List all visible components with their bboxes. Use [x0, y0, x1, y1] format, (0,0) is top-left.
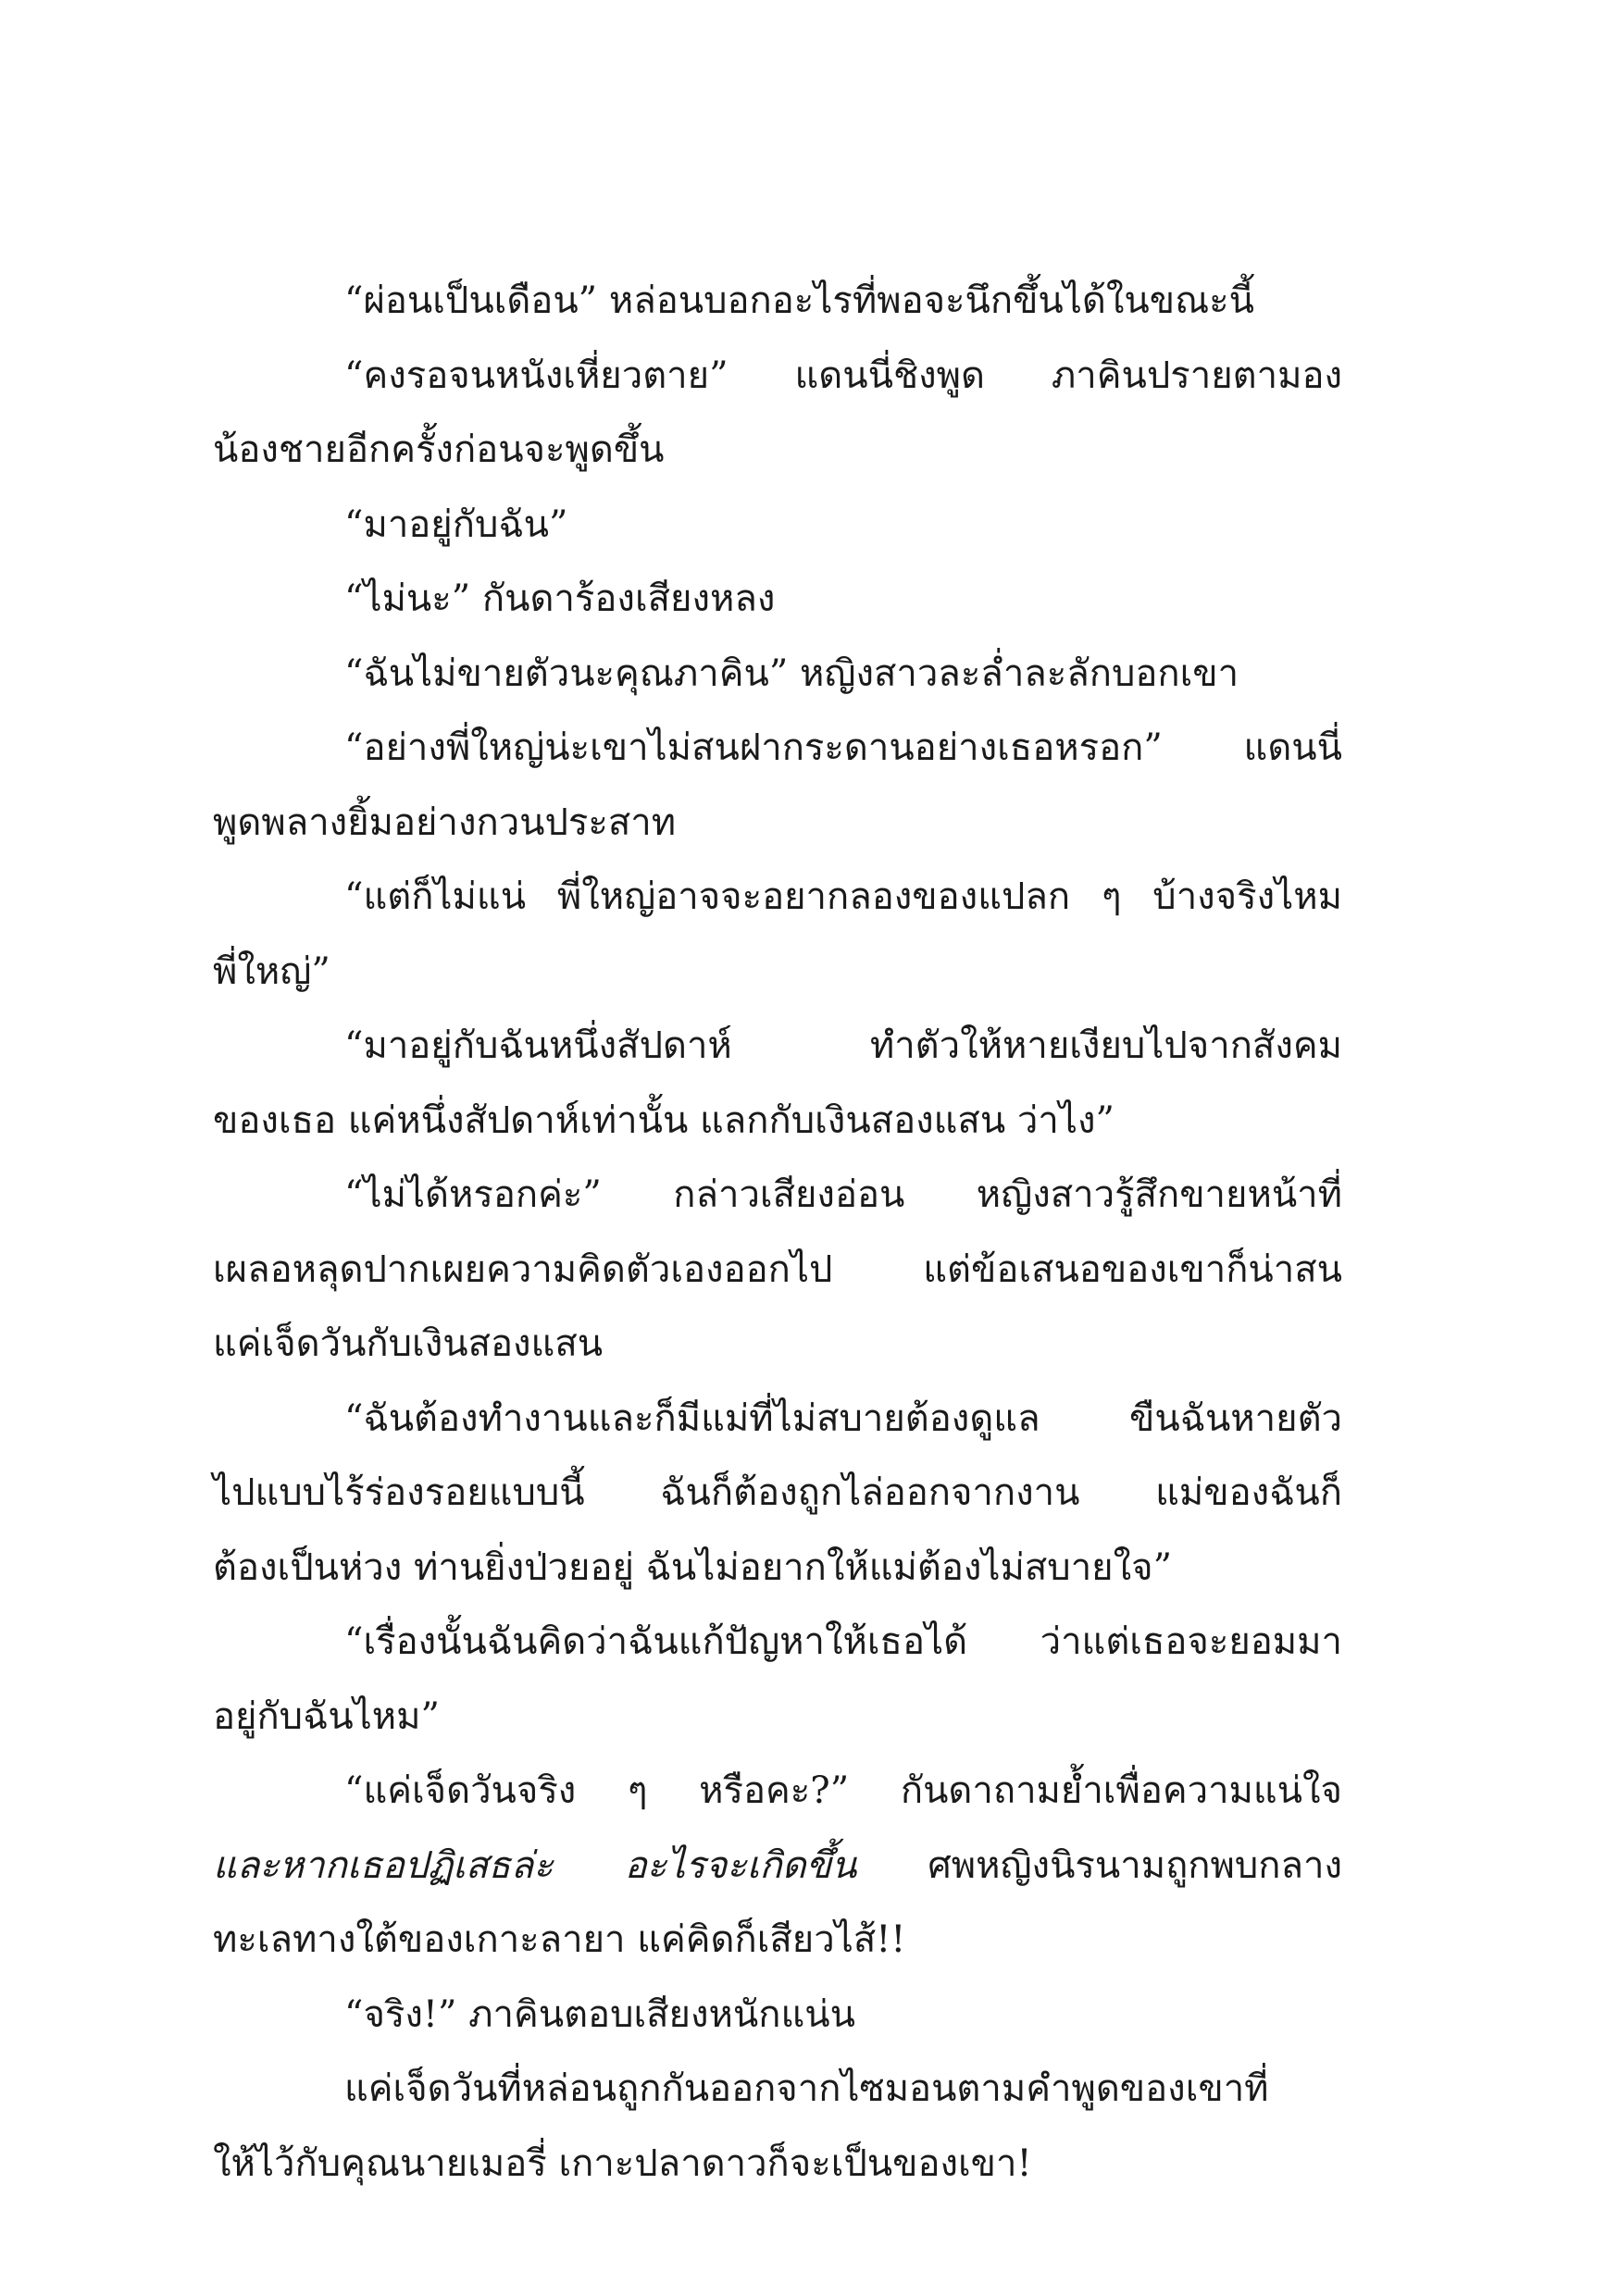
paragraph [213, 1009, 1342, 1158]
paragraph [213, 562, 1342, 637]
text-line: เผลอหลุดปากเผยความคิดตัวเองออกไป แต่ข้อเสนอของเขาก็น่าสน [213, 1247, 1342, 1291]
paragraph [213, 264, 1342, 339]
text-line: “มาอยู่กับฉันหนึ่งสัปดาห์ ทำตัวให้หายเงียบไปจากสังคม [344, 1024, 1342, 1067]
text-line: “แต่ก็ไม่แน่ พี่ใหญ่อาจจะอยากลองของแปลก ๆ บ้างจริงไหม [344, 875, 1342, 918]
text-line: “ฉันไม่ขายตัวนะคุณภาคิน” หญิงสาวละล่ำละลักบอกเขา [344, 652, 1239, 695]
text-line: ให้ไว้กับคุณนายเมอรี่ เกาะปลาดาวก็จะเป็นของเขา! [213, 2141, 1032, 2185]
paragraph [213, 488, 1342, 563]
text-line: “อย่างพี่ใหญ่น่ะเขาไม่สนฝากระดานอย่างเธอหรอก” แดนนี่ [344, 726, 1342, 769]
text-line-mixed [213, 1829, 1342, 1904]
text-line: “ไม่นะ” กันดาร้องเสียงหลง [344, 577, 776, 620]
text-line: ต้องเป็นห่วง ท่านยิ่งป่วยอยู่ ฉันไม่อยากให้แม่ต้องไม่สบายใจ” [213, 1545, 1173, 1589]
paragraph [213, 1978, 1342, 2053]
text-line: “จริง!” ภาคินตอบเสียงหนักแน่น [344, 1992, 855, 2036]
paragraph [213, 860, 1342, 1009]
text-line: “ไม่ได้หรอกค่ะ” กล่าวเสียงอ่อน หญิงสาวรู้สึกขายหน้าที่ [344, 1173, 1342, 1216]
text-line: ไปแบบไร้ร่องรอยแบบนี้ ฉันก็ต้องถูกไล่ออกจากงาน แม่ของฉันก็ [213, 1471, 1342, 1514]
text-segment: ศพหญิงนิรนามถูกพบกลาง [856, 1843, 1342, 1887]
text-line: แค่เจ็ดวันที่หล่อนถูกกันออกจากไซมอนตามคำพูดของเขาที่ [344, 2067, 1269, 2110]
paragraph [213, 339, 1342, 488]
paragraph [213, 1158, 1342, 1382]
text-line: “เรื่องนั้นฉันคิดว่าฉันแก้ปัญหาให้เธอได้ ว่าแต่เธอจะยอมมา [344, 1620, 1342, 1663]
text-line: “คงรอจนหนังเหี่ยวตาย” แดนนี่ชิงพูด ภาคินปรายตามอง [344, 354, 1342, 397]
text-line: “แค่เจ็ดวันจริง ๆ หรือคะ?” กันดาถามย้ำเพื่อความแน่ใจ [344, 1769, 1342, 1812]
text-line: พูดพลางยิ้มอย่างกวนประสาท [213, 800, 677, 844]
italic-thought: และหากเธอปฏิเสธล่ะ อะไรจะเกิดขึ้น [213, 1843, 857, 1887]
text-line: น้องชายอีกครั้งก่อนจะพูดขึ้น [213, 428, 665, 471]
paragraph [213, 1605, 1342, 1754]
text-line: อยู่กับฉันไหม” [213, 1694, 440, 1738]
paragraph [213, 2052, 1342, 2201]
text-line: แค่เจ็ดวันกับเงินสองแสน [213, 1322, 604, 1365]
text-line: ทะเลทางใต้ของเกาะลายา แค่คิดก็เสียวไส้!! [213, 1918, 906, 1961]
body-text [213, 264, 1342, 2201]
text-line: พี่ใหญ่” [213, 949, 330, 993]
paragraph [213, 637, 1342, 712]
text-line: “ผ่อนเป็นเดือน” หล่อนบอกอะไรที่พอจะนึกขึ้นได้ในขณะนี้ [344, 279, 1255, 322]
paragraph [213, 1754, 1342, 1978]
text-line: “ฉันต้องทำงานและก็มีแม่ที่ไม่สบายต้องดูแล ขืนฉันหายตัว [344, 1396, 1342, 1440]
paragraph [213, 711, 1342, 860]
text-line: ของเธอ แค่หนึ่งสัปดาห์เท่านั้น แลกกับเงินสองแสน ว่าไง” [213, 1098, 1115, 1142]
paragraph [213, 1382, 1342, 1606]
text-line: “มาอยู่กับฉัน” [344, 503, 568, 546]
